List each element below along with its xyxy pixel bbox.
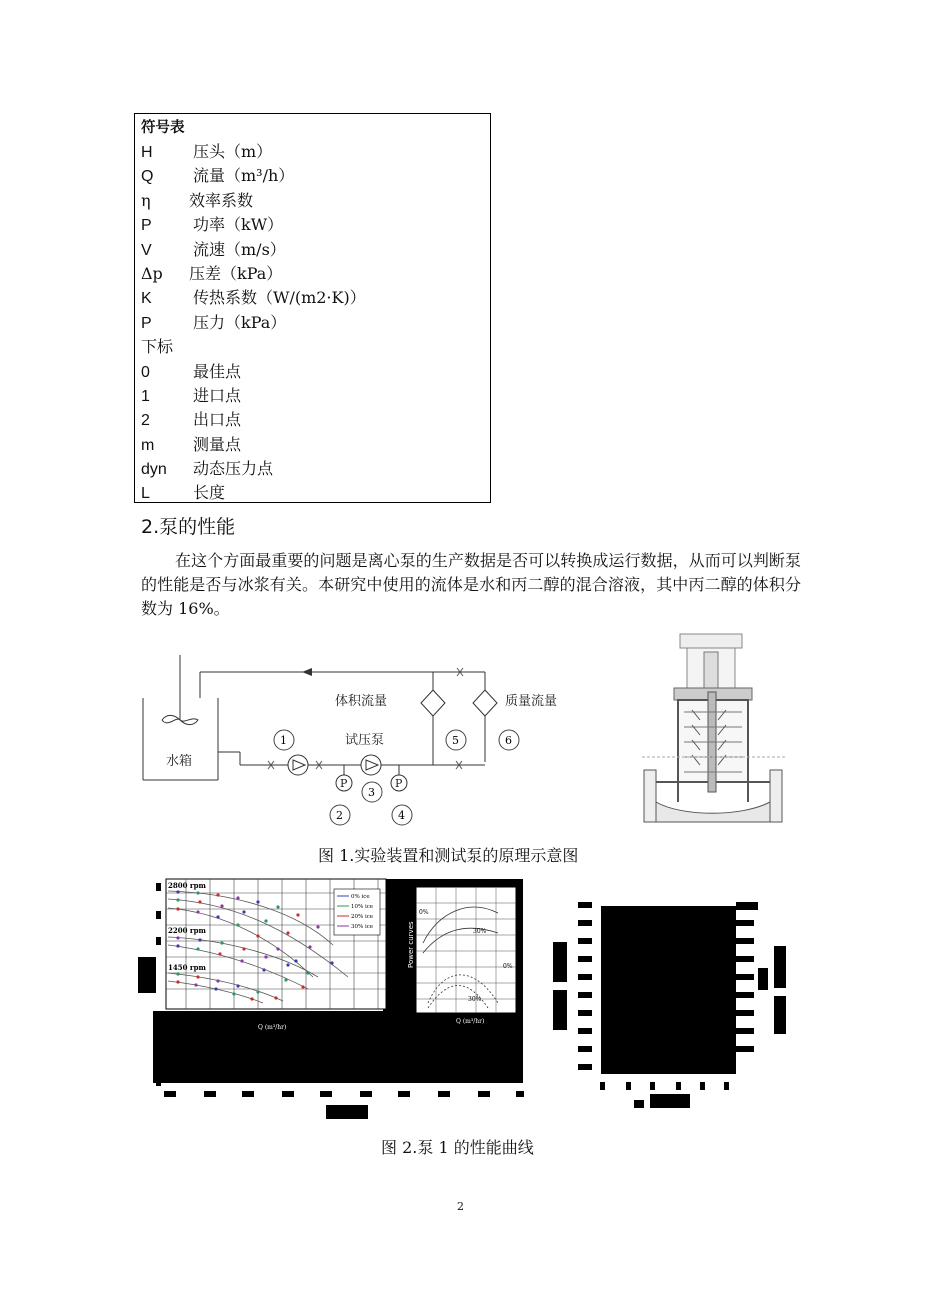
- data-point: [306, 971, 309, 974]
- data-point: [214, 987, 217, 990]
- data-point: [276, 905, 279, 908]
- data-point: [198, 938, 201, 941]
- symbol-row: [141, 164, 490, 188]
- symbol-code: Q: [141, 168, 154, 186]
- data-point: [242, 947, 245, 950]
- data-point: [218, 952, 221, 955]
- symbol-description: 压头（m）: [193, 142, 273, 161]
- data-point: [196, 975, 199, 978]
- symbol-row: [141, 481, 490, 505]
- figure1-caption: 图 1.实验装置和测试泵的原理示意图: [318, 846, 579, 865]
- symbol-description: 功率（kW）: [193, 215, 284, 235]
- legend-label: 10% ice: [351, 904, 374, 910]
- data-point: [330, 961, 333, 964]
- data-point: [176, 972, 179, 975]
- symbol-row: [141, 189, 490, 213]
- data-point: [242, 910, 245, 913]
- data-point: [274, 996, 277, 999]
- symbol-code: m: [141, 436, 155, 454]
- data-point: [198, 900, 201, 903]
- data-point: [240, 959, 243, 962]
- data-point: [176, 898, 179, 901]
- symbol-description: 压差（kPa）: [189, 263, 283, 283]
- x-axis-label: Q (m³/hr): [258, 1024, 287, 1031]
- p-gauge-1: P: [340, 777, 348, 790]
- symbol-row: [141, 408, 490, 432]
- pump-cross-section-image: [642, 632, 787, 832]
- symbol-table-title: 符号表: [141, 120, 185, 136]
- data-point: [176, 944, 179, 947]
- symbol-description: 流量（m³/h）: [193, 166, 295, 186]
- subscript-rows: [141, 360, 490, 506]
- pct-label-b: 30%: [473, 928, 487, 935]
- symbol-code: η: [141, 190, 151, 210]
- symbol-code: 1: [141, 387, 150, 405]
- symbol-description: 动态压力点: [193, 459, 274, 479]
- symbol-description: 流速（m/s）: [193, 239, 286, 259]
- pct-label-d: 30%: [468, 996, 482, 1003]
- data-point: [236, 984, 239, 987]
- speed-label-1450: 1450 rpm: [168, 963, 206, 972]
- data-point: [196, 910, 199, 913]
- symbol-row: [141, 433, 490, 457]
- symbol-code: V: [141, 241, 152, 259]
- num-1: 1: [280, 734, 287, 747]
- symbol-description: 传热系数（W/(m2·K)）: [193, 288, 366, 308]
- tank-label: 水箱: [166, 754, 193, 769]
- data-point: [296, 913, 299, 916]
- data-point: [316, 925, 319, 928]
- num-5: 5: [452, 734, 459, 747]
- symbol-row: [141, 262, 490, 286]
- data-point: [194, 983, 197, 986]
- pct-label-c: 0%: [503, 963, 513, 970]
- symbol-code: dyn: [141, 461, 167, 479]
- legend-label: 30% ice: [351, 924, 374, 930]
- p-gauge-2: P: [395, 777, 403, 790]
- data-point: [256, 900, 259, 903]
- legend-label: 20% ice: [351, 914, 374, 920]
- symbol-code: L: [141, 485, 150, 503]
- data-point: [176, 907, 179, 910]
- pct-label-a: 0%: [419, 909, 429, 916]
- data-point: [286, 931, 289, 934]
- symbol-description: 进口点: [193, 385, 242, 405]
- mass-flow-label: 质量流量: [505, 694, 558, 709]
- symbol-row: [141, 140, 490, 164]
- symbol-row: [141, 311, 490, 335]
- data-point: [284, 978, 287, 981]
- speed-label-2200: 2200 rpm: [168, 926, 206, 935]
- symbol-code: P: [141, 217, 152, 235]
- data-point: [216, 893, 219, 896]
- symbol-code: Δp: [141, 263, 163, 283]
- data-point: [176, 890, 179, 893]
- symbol-rows: [141, 140, 490, 335]
- subscript-title: 下标: [141, 337, 174, 357]
- data-point: [220, 941, 223, 944]
- test-pump-label: 试压泵: [345, 733, 385, 748]
- symbol-row: [141, 360, 490, 384]
- page-number: 2: [457, 1200, 464, 1213]
- symbol-description: 压力（kPa）: [193, 312, 287, 332]
- data-point: [250, 997, 253, 1000]
- data-point: [262, 968, 265, 971]
- data-point: [196, 947, 199, 950]
- symbol-row: [141, 384, 490, 408]
- num-6: 6: [505, 734, 512, 747]
- vol-flow-label: 体积流量: [335, 694, 388, 709]
- symbol-row: [141, 213, 490, 237]
- figure2-right-panel: [548, 898, 793, 1113]
- legend-label: 0% ice: [351, 894, 370, 900]
- symbol-table: [134, 113, 491, 503]
- figure2-performance-chart: [138, 873, 528, 1123]
- section-paragraph: 在这个方面最重要的问题是离心泵的生产数据是否可以转换成运行数据，从而可以判断泵的性能是否与冰浆有关。本研究中使用的流体是水和丙二醇的混合溶液，其中丙二醇的体积分数为 16%。: [141, 551, 801, 618]
- data-point: [236, 896, 239, 899]
- data-point: [216, 915, 219, 918]
- data-point: [256, 934, 259, 937]
- data-point: [236, 923, 239, 926]
- symbol-code: H: [141, 144, 153, 161]
- power-curves-label: Power curves: [407, 921, 415, 968]
- data-point: [176, 980, 179, 983]
- data-point: [308, 945, 311, 948]
- symbol-code: K: [141, 290, 152, 308]
- data-point: [286, 963, 289, 966]
- power-x-axis-label: Q (m³/hr): [456, 1018, 485, 1025]
- data-point: [256, 990, 259, 993]
- symbol-row: [141, 457, 490, 481]
- num-3: 3: [368, 786, 375, 799]
- symbol-description: 长度: [193, 483, 226, 503]
- symbol-description: 效率系数: [189, 190, 254, 210]
- data-point: [220, 904, 223, 907]
- symbol-row: [141, 238, 490, 262]
- data-point: [196, 891, 199, 894]
- symbol-code: P: [141, 314, 152, 332]
- symbol-description: 最佳点: [193, 361, 242, 381]
- data-point: [276, 947, 279, 950]
- num-2: 2: [336, 809, 343, 822]
- speed-label-2800: 2800 rpm: [168, 881, 206, 890]
- symbol-code: 0: [141, 363, 150, 381]
- symbol-row: [141, 286, 490, 310]
- figure2-caption: 图 2.泵 1 的性能曲线: [381, 1138, 534, 1157]
- symbol-description: 测量点: [193, 434, 242, 454]
- data-point: [216, 979, 219, 982]
- data-point: [264, 955, 267, 958]
- data-point: [264, 919, 267, 922]
- figure1-schematic: [140, 640, 600, 830]
- symbol-description: 出口点: [193, 410, 242, 430]
- data-point: [294, 959, 297, 962]
- num-4: 4: [398, 809, 405, 822]
- data-point: [301, 985, 304, 988]
- data-point: [176, 936, 179, 939]
- symbol-code: 2: [141, 412, 150, 430]
- data-point: [232, 992, 235, 995]
- section-heading: 2.泵的性能: [141, 516, 236, 538]
